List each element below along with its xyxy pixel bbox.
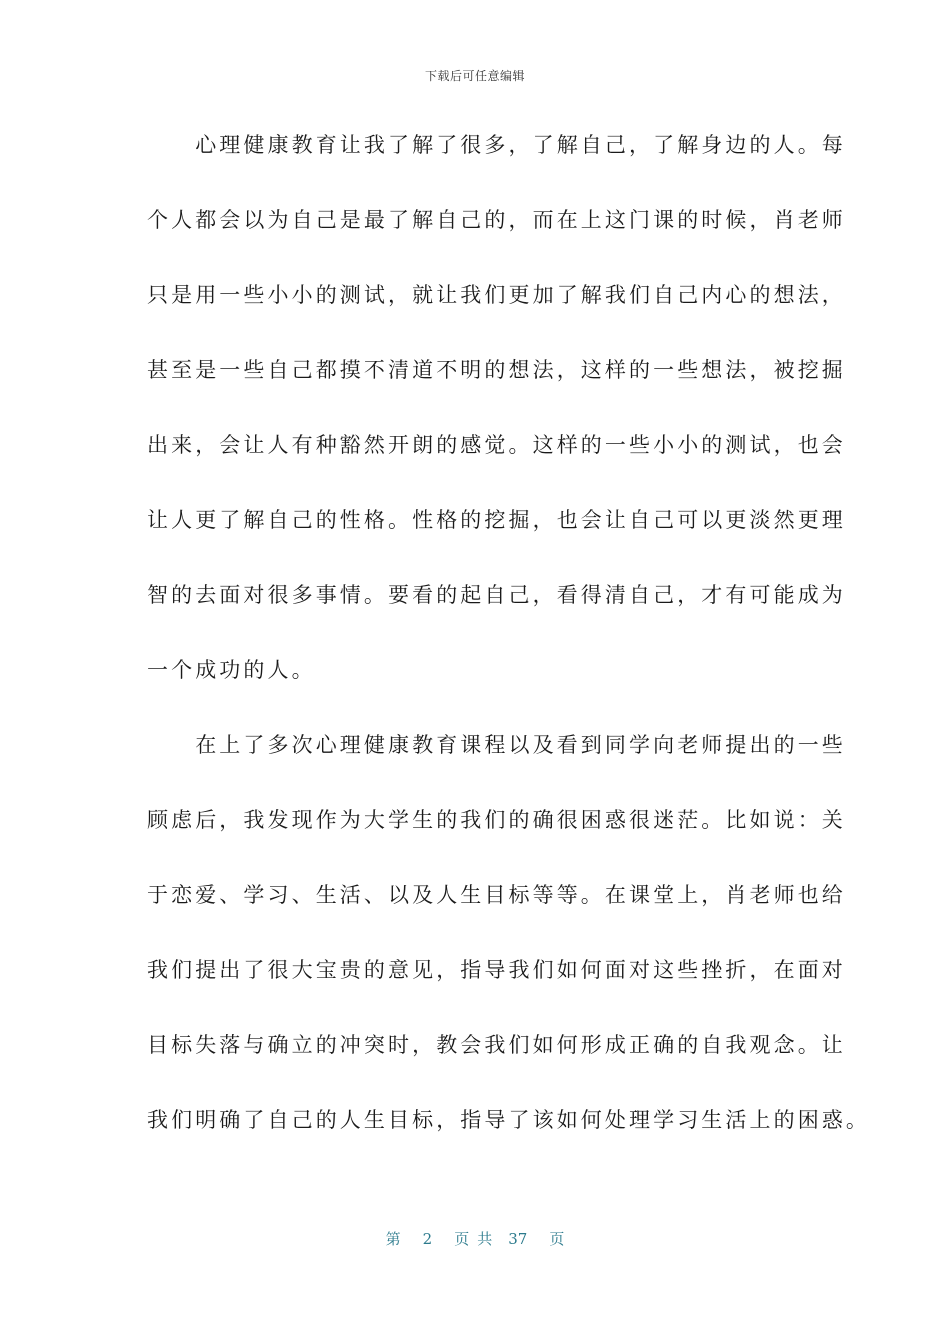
text-line: 在上了多次心理健康教育课程以及看到同学向老师提出的一些: [147, 733, 846, 757]
page-prefix: 第: [385, 1230, 401, 1248]
header-note: 下载后可任意编辑: [424, 69, 525, 83]
text-line: 于恋爱、学习、生活、以及人生目标等等。在课堂上，肖老师也给: [147, 883, 846, 907]
total-pages-number: 37: [508, 1230, 528, 1248]
text-line: 甚至是一些自己都摸不清道不明的想法，这样的一些想法，被挖掘: [147, 358, 846, 382]
page-mid-label: 页共: [454, 1230, 501, 1248]
text-line: 我们提出了很大宝贵的意见，指导我们如何面对这些挫折，在面对: [147, 958, 846, 982]
text-line: 顾虑后，我发现作为大学生的我们的确很困惑很迷茫。比如说：关: [147, 808, 846, 832]
text-line: 智的去面对很多事情。要看的起自己，看得清自己，才有可能成为: [147, 583, 846, 607]
text-line: 我们明确了自己的人生目标，指导了该如何处理学习生活上的困惑。: [147, 1108, 870, 1132]
text-line: 个人都会以为自己是最了解自己的，而在上这门课的时候，肖老师: [147, 208, 846, 232]
text-line: 只是用一些小小的测试，就让我们更加了解我们自己内心的想法，: [147, 283, 846, 307]
text-line: 目标失落与确立的冲突时，教会我们如何形成正确的自我观念。让: [147, 1033, 846, 1057]
text-line: 让人更了解自己的性格。性格的挖掘，也会让自己可以更淡然更理: [147, 508, 846, 532]
text-line: 一个成功的人。: [147, 658, 316, 682]
page-suffix: 页: [549, 1230, 565, 1248]
current-page-number: 2: [422, 1230, 433, 1248]
text-line: 出来，会让人有种豁然开朗的感觉。这样的一些小小的测试，也会: [147, 433, 846, 457]
text-line: 心理健康教育让我了解了很多，了解自己，了解身边的人。每: [147, 133, 846, 157]
page-number-footer: [0, 1228, 950, 1249]
